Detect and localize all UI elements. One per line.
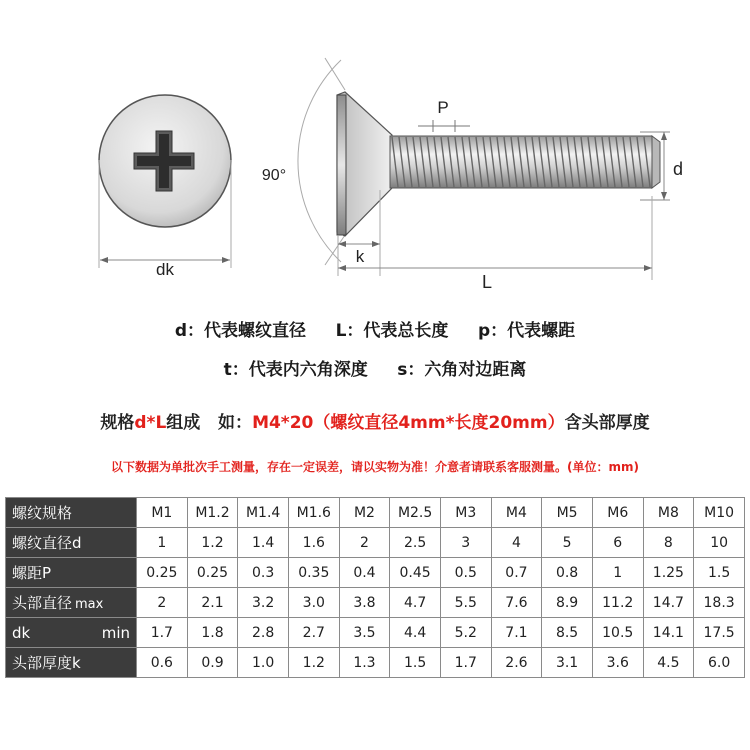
table-row-head-thickness [6, 648, 745, 678]
table-cell: 8 [643, 528, 694, 558]
table-cell: 0.8 [542, 558, 593, 588]
table-cell: 2.5 [390, 528, 441, 558]
measurement-notice: 以下数据为单批次手工测量，存在一定误差，请以实物为准！介意者请联系客服测量。(单位：mm) [111, 460, 639, 474]
table-cell: 0.25 [187, 558, 238, 588]
spec-example: M4*20（螺纹直径4mm*长度20mm） [252, 413, 565, 433]
table-cell: 1.7 [440, 648, 491, 678]
table-cell: M2.5 [390, 498, 441, 528]
table-row-head-max [6, 588, 745, 618]
table-cell: 3.0 [288, 588, 339, 618]
row-label-head-max [6, 588, 137, 618]
row-label-min-suffix: min [101, 623, 130, 642]
row-label-pitch: 螺距P [6, 558, 137, 588]
table-cell: M1.6 [288, 498, 339, 528]
table-cell: 6 [592, 528, 643, 558]
table-cell: M1 [137, 498, 188, 528]
table-cell: 5.2 [440, 618, 491, 648]
spec-suffix: 含头部厚度 [564, 413, 650, 433]
row-label-diameter: 螺纹直径d [6, 528, 137, 558]
spec-middle: 组成 如： [166, 413, 253, 433]
table-cell: 1.3 [339, 648, 390, 678]
table-cell: 4.5 [643, 648, 694, 678]
table-cell: 3.2 [238, 588, 289, 618]
table-cell: 2.6 [491, 648, 542, 678]
table-cell: 5.5 [440, 588, 491, 618]
table-cell: 0.9 [187, 648, 238, 678]
table-cell: 2 [339, 528, 390, 558]
spec-prefix: 规格 [100, 413, 135, 433]
diameter-label: d [672, 159, 684, 179]
legend-line-1: d：代表螺纹直径 L：代表总长度 p：代表螺距 [174, 321, 576, 341]
table-cell: 1.8 [187, 618, 238, 648]
table-cell: 5 [542, 528, 593, 558]
table-cell: 10 [694, 528, 745, 558]
table-cell: 2.1 [187, 588, 238, 618]
table-cell: 1.5 [694, 558, 745, 588]
table-cell: 3.6 [592, 648, 643, 678]
angle-label: 90° [261, 167, 287, 184]
row-label-head-thickness: 头部厚度k [6, 648, 137, 678]
table-cell: 1.25 [643, 558, 694, 588]
row-label-head-max-text: 头部直径 [12, 594, 73, 612]
legend-line-2: t：代表内六角深度 s：六角对边距离 [223, 360, 527, 380]
table-cell: 2.8 [238, 618, 289, 648]
row-label-spec: 螺纹规格 [6, 498, 137, 528]
table-cell: 17.5 [694, 618, 745, 648]
table-row-spec [6, 498, 745, 528]
table-cell: 18.3 [694, 588, 745, 618]
table-cell: 4.4 [390, 618, 441, 648]
table-cell: 6.0 [694, 648, 745, 678]
table-cell: M6 [592, 498, 643, 528]
table-cell: 7.6 [491, 588, 542, 618]
table-cell: 0.7 [491, 558, 542, 588]
spec-format-line [0, 408, 750, 433]
table-cell: 3.5 [339, 618, 390, 648]
table-cell: 0.25 [137, 558, 188, 588]
table-row-head-min [6, 618, 745, 648]
table-cell: 3.8 [339, 588, 390, 618]
table-cell: 0.6 [137, 648, 188, 678]
table-cell: 14.7 [643, 588, 694, 618]
table-cell: M4 [491, 498, 542, 528]
row-label-dk-min [6, 618, 137, 648]
table-cell: 1 [137, 528, 188, 558]
table-cell: M1.2 [187, 498, 238, 528]
length-label: L [481, 272, 493, 292]
table-cell: 7.1 [491, 618, 542, 648]
table-cell: 8.9 [542, 588, 593, 618]
table-cell: 1.7 [137, 618, 188, 648]
table-cell: 1.6 [288, 528, 339, 558]
table-cell: 0.3 [238, 558, 289, 588]
table-row-diameter [6, 528, 745, 558]
table-cell: 1.5 [390, 648, 441, 678]
table-cell: 14.1 [643, 618, 694, 648]
dk-label: dk [156, 260, 174, 279]
k-label: k [355, 247, 365, 266]
table-cell: 3 [440, 528, 491, 558]
pitch-label: P [437, 98, 449, 117]
table-cell: 3.1 [542, 648, 593, 678]
table-cell: M2 [339, 498, 390, 528]
table-cell: M5 [542, 498, 593, 528]
table-cell: 4.7 [390, 588, 441, 618]
table-cell: 1.0 [238, 648, 289, 678]
table-cell: 1.2 [288, 648, 339, 678]
table-cell: 1.4 [238, 528, 289, 558]
table-cell: 10.5 [592, 618, 643, 648]
table-cell: 8.5 [542, 618, 593, 648]
head-top-view [99, 95, 231, 268]
spec-dl: d*L [134, 413, 167, 433]
table-cell: M3 [440, 498, 491, 528]
table-cell: 0.45 [390, 558, 441, 588]
table-cell: 1.2 [187, 528, 238, 558]
row-label-dk-text: dk [12, 623, 31, 642]
table-cell: M1.4 [238, 498, 289, 528]
table-cell: M10 [694, 498, 745, 528]
table-cell: 0.35 [288, 558, 339, 588]
table-cell: 2.7 [288, 618, 339, 648]
table-cell: 0.5 [440, 558, 491, 588]
table-cell: M8 [643, 498, 694, 528]
screw-dimension-diagram [0, 0, 750, 300]
table-cell: 0.4 [339, 558, 390, 588]
screw-side-view [298, 58, 670, 280]
row-label-max-suffix: max [75, 597, 104, 612]
spec-table [5, 497, 745, 678]
table-cell: 4 [491, 528, 542, 558]
table-cell: 2 [137, 588, 188, 618]
table-cell: 11.2 [592, 588, 643, 618]
table-row-pitch [6, 558, 745, 588]
table-cell: 1 [592, 558, 643, 588]
